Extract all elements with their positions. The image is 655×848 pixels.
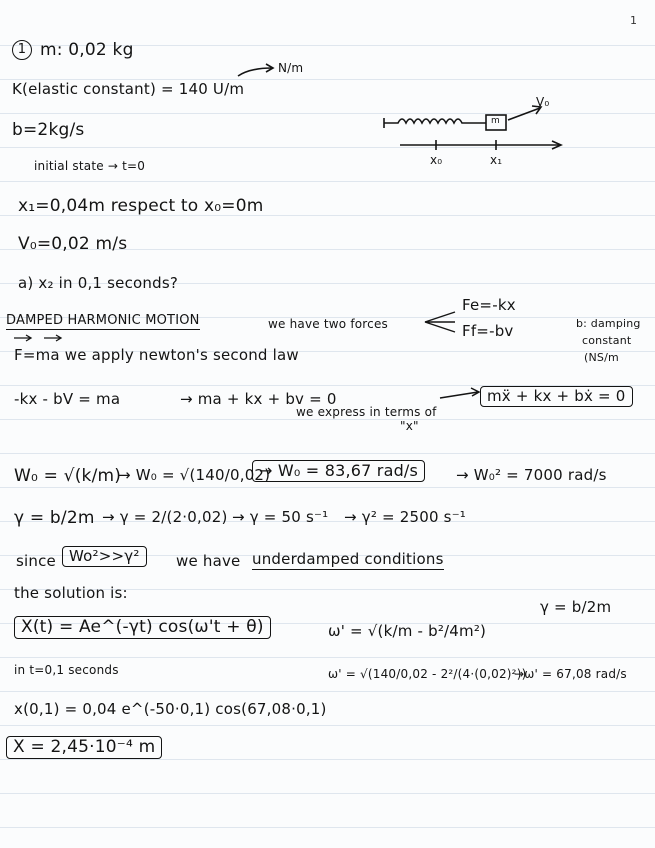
page-number: 1 bbox=[630, 14, 637, 27]
diagram-x1-label: x₁ bbox=[490, 153, 503, 167]
since-label: since bbox=[16, 552, 56, 570]
omega-prime-value: →ω' = 67,08 rad/s bbox=[514, 667, 627, 681]
question: a) x₂ in 0,1 seconds? bbox=[18, 274, 179, 292]
omega0-value: → W₀ = 83,67 rad/s bbox=[252, 460, 425, 482]
omega-prime-sub: ω' = √(140/0,02 - 2²/(4·(0,02)²)) bbox=[328, 667, 527, 681]
section-title: DAMPED HARMONIC MOTION bbox=[6, 313, 200, 328]
elastic-force: Fe=-kx bbox=[462, 296, 516, 314]
gamma-reminder: γ = b/2m bbox=[540, 598, 612, 616]
gamma-squared: → γ² = 2500 s⁻¹ bbox=[344, 508, 467, 526]
damping-note-2: constant bbox=[582, 334, 632, 347]
mass-line bbox=[12, 40, 134, 60]
damping-constant: b=2kg/s bbox=[12, 120, 85, 140]
time-label: in t=0,1 seconds bbox=[14, 663, 119, 677]
condition-inequality: Wo²>>γ² bbox=[62, 546, 147, 567]
position-substitution: x(0,1) = 0,04 e^(-50·0,1) cos(67,08·0,1) bbox=[14, 700, 327, 718]
gamma-def: γ = b/2m bbox=[14, 508, 95, 528]
final-answer: X = 2,45·10⁻⁴ m bbox=[6, 736, 162, 759]
diagram-x0-label: x₀ bbox=[430, 153, 443, 167]
equation-2: → ma + kx + bv = 0 bbox=[180, 390, 337, 408]
forces-intro: we have two forces bbox=[268, 317, 389, 331]
express-note-1: we express in terms of bbox=[296, 405, 437, 419]
gamma-sub: → γ = 2/(2·0,02) bbox=[102, 508, 228, 526]
problem-number: 1 bbox=[12, 40, 32, 60]
equation-1: -kx - bV = ma bbox=[14, 390, 121, 408]
express-note-2: "x" bbox=[400, 419, 419, 433]
mass-value: m: 0,02 kg bbox=[40, 40, 134, 60]
unit-note: N/m bbox=[278, 61, 304, 75]
diagram-mass-label: m bbox=[491, 116, 500, 126]
elastic-constant: K(elastic constant) = 140 U/m bbox=[12, 80, 245, 98]
general-solution: X(t) = Ae^(-γt) cos(ω't + θ) bbox=[14, 616, 271, 639]
underdamped-result: underdamped conditions bbox=[252, 550, 444, 568]
omega0-squared: → W₀² = 7000 rad/s bbox=[456, 466, 607, 484]
omega0-sub: → W₀ = √(140/0,02) bbox=[118, 466, 271, 484]
result-prefix: we have bbox=[176, 552, 241, 570]
v0-value: V₀=0,02 m/s bbox=[18, 234, 128, 254]
damping-note-3: (NS/m bbox=[584, 351, 619, 364]
friction-force: Ff=-bv bbox=[462, 322, 514, 340]
newton-law: F=ma we apply newton's second law bbox=[14, 346, 299, 364]
omega-prime-def: ω' = √(k/m - b²/4m²) bbox=[328, 622, 487, 640]
gamma-value: → γ = 50 s⁻¹ bbox=[232, 508, 329, 526]
diagram-v0-label: V₀ bbox=[536, 95, 550, 109]
equation-of-motion: mẍ + kx + bẋ = 0 bbox=[480, 386, 633, 407]
initial-state: initial state → t=0 bbox=[34, 159, 146, 173]
x1-value: x₁=0,04m respect to x₀=0m bbox=[18, 196, 264, 216]
solution-intro: the solution is: bbox=[14, 584, 128, 602]
omega0-def: W₀ = √(k/m) bbox=[14, 466, 122, 486]
damping-note-1: b: damping bbox=[576, 317, 641, 330]
